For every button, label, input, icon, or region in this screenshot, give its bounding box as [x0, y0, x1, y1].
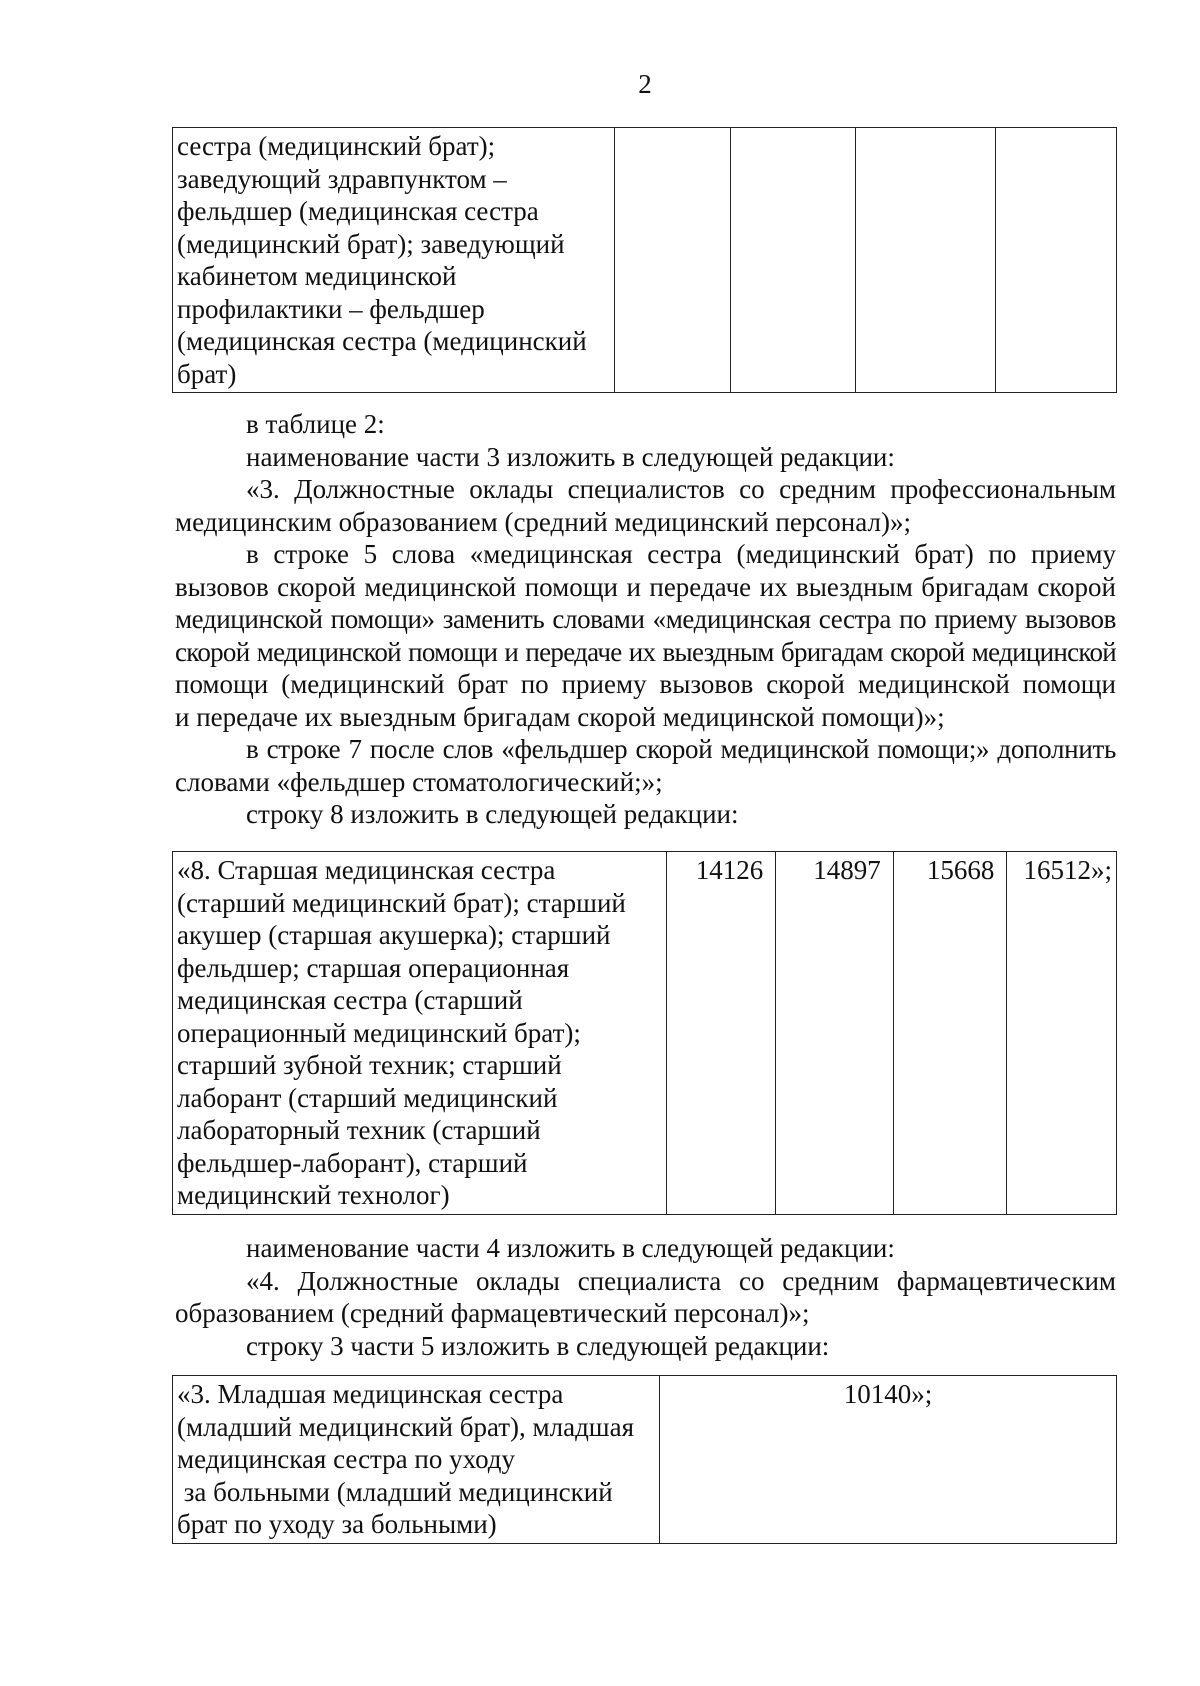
position-name-cell — [173, 128, 615, 393]
paragraph-line: медицинским образованием (средний медицинский персонал)»; — [175, 506, 911, 537]
text-line: (младший медицинский брат), младшая — [177, 1411, 634, 1442]
paragraph-line: помощи (медицинский брат по приему вызовов скорой медицинской помощи — [175, 669, 1116, 699]
amendment-text-2 — [175, 1232, 1116, 1362]
paragraph-line: в строке 7 после слов «фельдшер скорой медицинской помощи;» дополнить — [246, 734, 1116, 764]
table-continuation — [172, 127, 1117, 393]
paragraph-line: вызовов скорой медицинской помощи и передаче их выездным бригадам скорой — [175, 571, 1116, 602]
paragraph-line: в строке 5 слова «медицинская сестра (медицинский брат) по приему — [246, 539, 1116, 569]
text-line: фельдшер-лаборант), старший — [177, 1147, 528, 1178]
table-row — [173, 128, 1117, 393]
text-line: (медицинская сестра (медицинский — [177, 326, 587, 356]
text-line: лабораторный техник (старший — [177, 1115, 541, 1145]
text-line: медицинский технолог) — [177, 1180, 450, 1210]
paragraph-line: скорой медицинской помощи и передаче их выездным бригадам скорой медицинской — [175, 636, 1116, 667]
table-row-3-part-5 — [172, 1375, 1117, 1544]
text-line: заведующий здравпунктом – — [177, 163, 507, 194]
text-line: медицинская сестра по уходу — [177, 1444, 516, 1474]
text-line: за больными (младший медицинский — [177, 1476, 613, 1507]
salary-cell: 10140»; — [660, 1376, 1117, 1544]
amendment-text-1 — [175, 408, 1116, 831]
salary-cell — [995, 128, 1116, 393]
paragraph-line: «3. Должностные оклады специалистов со средним профессиональным — [246, 474, 1116, 504]
text-line: (медицинский брат); заведующий — [177, 228, 565, 259]
text-line: «3. Младшая медицинская сестра — [177, 1379, 564, 1409]
text-line: фельдшер; старшая операционная — [177, 952, 570, 983]
text-line: «8. Старшая медицинская сестра — [177, 855, 556, 885]
paragraph-line: и передаче их выездным бригадам скорой медицинской помощи)»; — [175, 701, 945, 732]
salary-cell: 15668 — [893, 852, 1007, 1215]
table-row-8 — [172, 851, 1117, 1215]
page-number: 2 — [638, 69, 652, 99]
position-name-cell — [173, 1376, 660, 1544]
salary-cell — [856, 128, 995, 393]
paragraph-line: словами «фельдшер стоматологический;»; — [175, 766, 663, 797]
paragraph-line: «4. Должностные оклады специалиста со средним фармацевтическим — [246, 1265, 1116, 1296]
salary-cell: 14897 — [776, 852, 894, 1215]
table-row — [173, 1376, 1117, 1544]
paragraph: наименование части 4 изложить в следующей редакции: — [246, 1233, 895, 1263]
paragraph: в таблице 2: — [246, 409, 385, 439]
text-line: лаборант (старший медицинский — [177, 1082, 558, 1113]
salary-cell — [730, 128, 855, 393]
text-line: (старший медицинский брат); старший — [177, 887, 626, 918]
salary-cell: 14126 — [666, 852, 776, 1215]
text-line: фельдшер (медицинская сестра — [177, 196, 539, 226]
table-row — [173, 852, 1117, 1215]
text-line: операционный медицинский брат); — [177, 1017, 581, 1048]
paragraph-line: образованием (средний фармацевтический персонал)»; — [175, 1298, 810, 1328]
text-line: акушер (старшая акушерка); старший — [177, 920, 611, 950]
paragraph-line: медицинской помощи» заменить словами «медицинская сестра по приему вызовов — [175, 604, 1116, 634]
text-line: профилактики – фельдшер — [177, 293, 485, 324]
paragraph: строку 3 части 5 изложить в следующей редакции: — [246, 1330, 830, 1361]
text-line: сестра (медицинский брат); — [177, 131, 496, 161]
text-line: кабинетом медицинской — [177, 261, 457, 291]
salary-cell — [615, 128, 730, 393]
position-name-cell — [173, 852, 667, 1215]
text-line: брат) — [177, 358, 237, 389]
salary-cell: 16512»; — [1007, 852, 1117, 1215]
text-line: брат по уходу за больными) — [177, 1509, 497, 1539]
text-line: старший зубной техник; старший — [177, 1050, 562, 1080]
text-line: медицинская сестра (старший — [177, 985, 523, 1015]
paragraph: наименование части 3 изложить в следующей редакции: — [246, 441, 895, 472]
paragraph: строку 8 изложить в следующей редакции: — [246, 799, 739, 829]
